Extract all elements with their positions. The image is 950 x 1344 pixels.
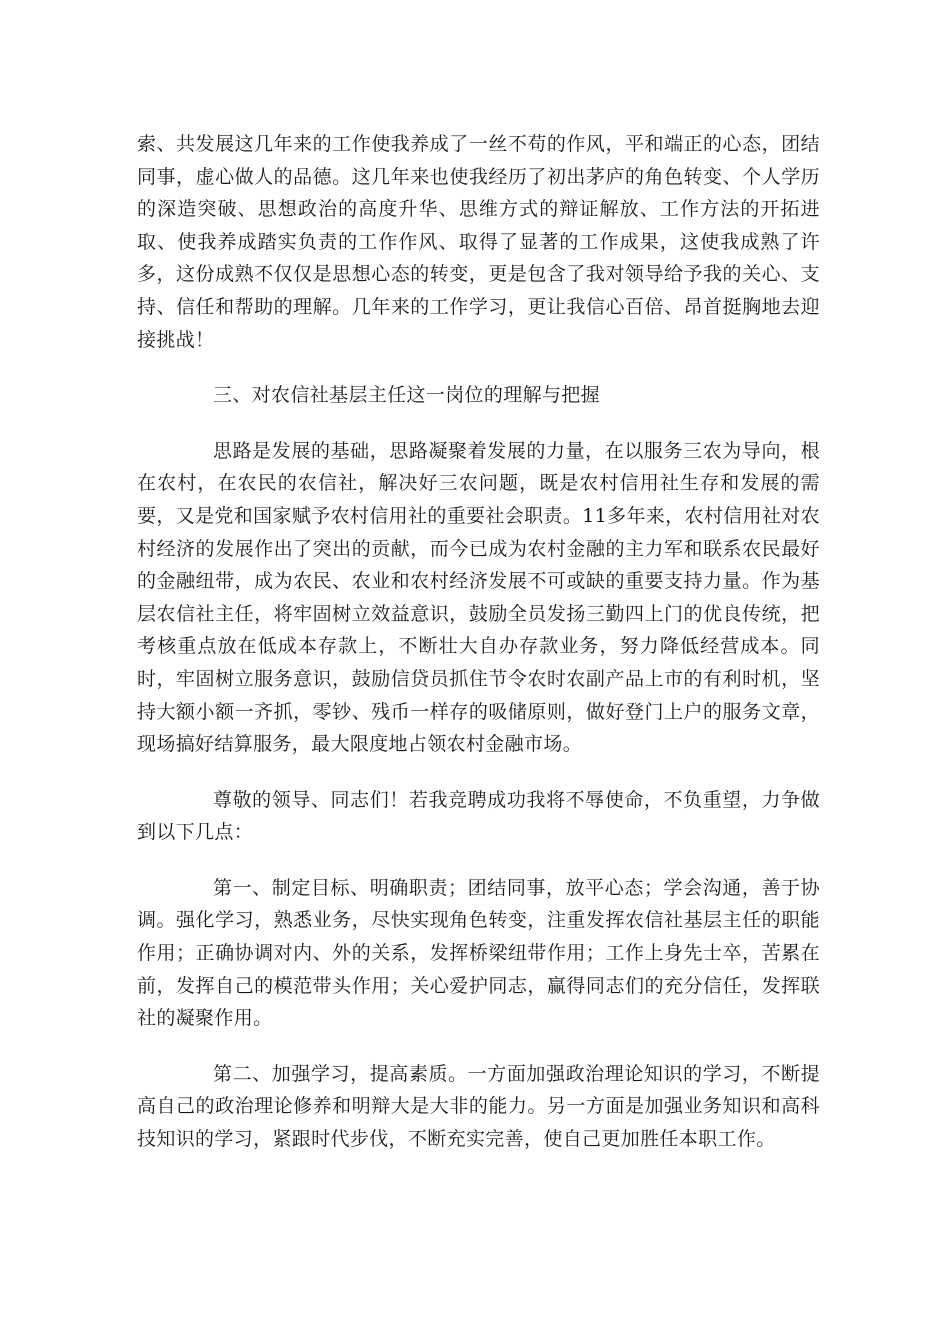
paragraph-point-two: 第二、加强学习，提高素质。一方面加强政治理论知识的学习，不断提高自己的政治理论修养和明辩大是大非的能力。另一方面是加强业务知识和高科技知识的学习，紧跟时代步伐，不断充实完善，使自己更加胜任本职工作。 <box>137 1062 820 1151</box>
paragraph-work-experience: 索、共发展这几年来的工作使我养成了一丝不苟的作风，平和端正的心态，团结同事，虚心做人的品德。这几年来也使我经历了初出茅庐的角色转变、个人学历的深造突破、思想政治的高度升华、思维方式的辩证解放、工作方法的开拓进取、使我养成踏实负责的工作作风、取得了显著的工作成果，这使我成熟了许多，这份成熟不仅仅是思想心态的转变，更是包含了我对领导给予我的关心、支持、信任和帮助的理解。几年来的工作学习，更让我信心百倍、昂首挺胸地去迎接挑战！ <box>137 133 820 351</box>
section-heading-three: 三、对农信社基层主任这一岗位的理解与把握 <box>213 384 601 407</box>
document-body <box>137 128 820 1179</box>
paragraph-position-understanding: 思路是发展的基础，思路凝聚着发展的力量，在以服务三农为导向，根在农村，在农民的农信社，解决好三农问题，既是农村信用社生存和发展的需要，又是党和国家赋予农村信用社的重要社会职责。11多年来，农村信用社对农村经济的发展作出了突出的贡献，而今已成为农村金融的主力军和联系农民最好的金融纽带，成为农民、农业和农村经济发展不可或缺的重要支持力量。作为基层农信社主任，将牢固树立效益意识，鼓励全员发扬三勤四上门的优良传统，把考核重点放在低成本存款上，不断壮大自办存款业务，努力降低经营成本。同时，牢固树立服务意识，鼓励信贷员抓住节令农时农副产品上市的有利时机，坚持大额小额一齐抓，零钞、残币一样存的吸储原则，做好登门上户的服务文章，现场搞好结算服务，最大限度地占领农村金融市场。 <box>137 439 820 756</box>
paragraph-address-leaders: 尊敬的领导、同志们！若我竞聘成功我将不辱使命，不负重望，力争做到以下几点： <box>137 788 820 844</box>
paragraph-point-one: 第一、制定目标、明确职责；团结同事，放平心态；学会沟通，善于协调。强化学习，熟悉业务，尽快实现角色转变，注重发挥农信社基层主任的职能作用；正确协调对内、外的关系，发挥桥梁纽带作用；工作上身先士卒，苦累在前，发挥自己的模范带头作用；关心爱护同志，赢得同志们的充分信任，发挥联社的凝聚作用。 <box>137 876 820 1030</box>
